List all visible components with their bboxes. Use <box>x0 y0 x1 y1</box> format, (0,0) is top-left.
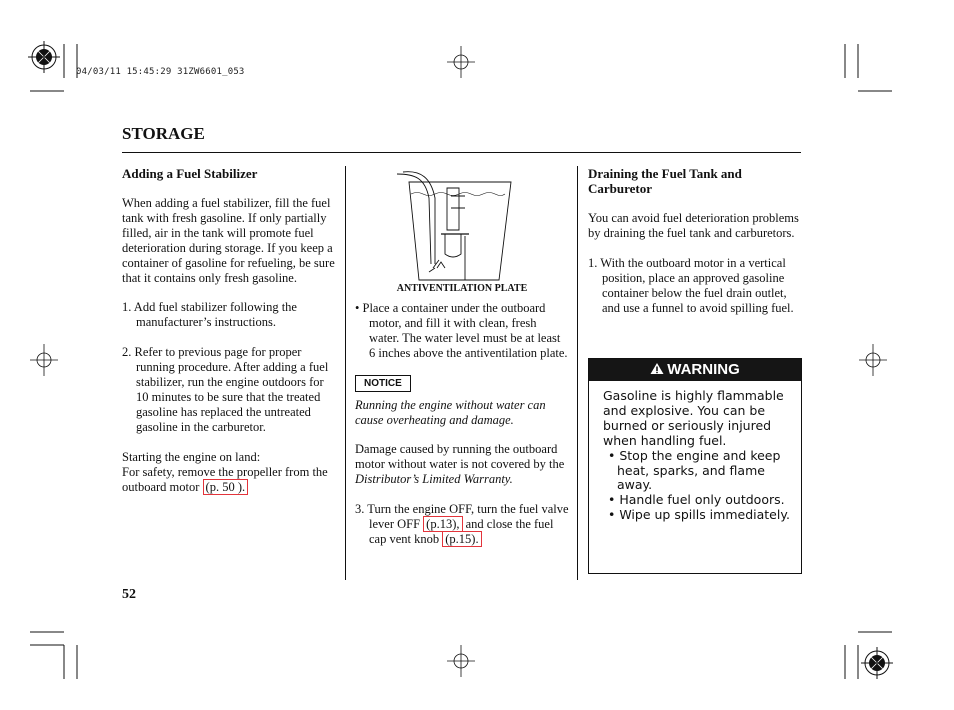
stabilizer-intro: When adding a fuel stabilizer, fill the fuel tank with fresh gasoline. If only partially filled, air in the tank will promote fuel deterioration during storage. If you keep a container of gasoline for refueling, be sure that it contains only fresh gasoline. <box>122 196 335 285</box>
registration-sunburst-icon <box>861 647 893 679</box>
warning-item: • Wipe up spills immediately. <box>608 507 790 523</box>
warning-label: WARNING <box>667 361 740 378</box>
warning-text: Gasoline is highly flammable and explosive. You can be burned or seriously injured when handling fuel. <box>603 388 784 448</box>
container-instruction: • Place a container under the outboard motor, and fill it with clean, fresh water. The water level must be at least 6 inches above the antiventilation plate. <box>355 301 568 360</box>
section-title: STORAGE <box>122 124 205 143</box>
notice-text: Running the engine without water can cause overheating and damage. <box>355 397 546 427</box>
page-ref-link[interactable]: (p.13), <box>423 516 462 532</box>
warning-box <box>588 358 802 574</box>
land-text: For safety, remove the propeller from the outboard motor (p. 50 ). <box>122 464 328 494</box>
column-divider <box>577 166 578 580</box>
warning-header <box>589 359 801 381</box>
column-middle <box>355 283 569 547</box>
warning-triangle-icon <box>650 362 664 375</box>
page-number: 52 <box>122 587 136 602</box>
title-rule <box>122 152 801 153</box>
column-left <box>122 166 338 494</box>
heading-fuel-stabilizer: Adding a Fuel Stabilizer <box>122 166 258 181</box>
warning-list <box>603 449 791 524</box>
notice-label: NOTICE <box>355 375 411 392</box>
land-heading: Starting the engine on land: <box>122 449 261 464</box>
stabilizer-step-1: 1. Add fuel stabilizer following the manufacturer’s instructions. <box>122 300 297 330</box>
page-ref-link[interactable]: (p. 50 ). <box>203 479 249 495</box>
warning-body <box>589 381 801 523</box>
page-ref-link[interactable]: (p.15). <box>442 531 481 547</box>
heading-draining: Draining the Fuel Tank and Carburetor <box>588 166 742 196</box>
draining-step-1: 1. With the outboard motor in a vertical position, place an approved gasoline container below the fuel drain outlet, and use a funnel to avoid spilling fuel. <box>588 255 794 315</box>
draining-intro: You can avoid fuel deterioration problems by draining the fuel tank and carburetors. <box>588 211 799 240</box>
warning-item: • Stop the engine and keep heat, sparks, and flame away. <box>608 447 781 493</box>
stabilizer-step-2: 2. Refer to previous page for proper running procedure. After adding a fuel stabilizer, run the engine outdoors for 10 minutes to be sure that the treated gasoline has replaced the untreated gasoline in the carburetor. <box>122 345 329 434</box>
warning-item: • Handle fuel only outdoors. <box>608 492 785 508</box>
column-divider <box>345 166 346 580</box>
figure-label: ANTIVENTILATION PLATE <box>396 283 528 294</box>
registration-sunburst-icon <box>28 41 60 73</box>
print-stamp: 04/03/11 15:45:29 31ZW6601_053 <box>76 67 245 77</box>
outboard-motor-figure <box>395 168 515 284</box>
column-right <box>588 166 800 315</box>
storage-step-3: 3. Turn the engine OFF, turn the fuel valve lever OFF (p.13), and close the fuel cap vent knob (p.15). <box>355 502 569 546</box>
damage-text: Damage caused by running the outboard motor without water is not covered by the Distributor’s Limited Warranty. <box>355 442 565 487</box>
